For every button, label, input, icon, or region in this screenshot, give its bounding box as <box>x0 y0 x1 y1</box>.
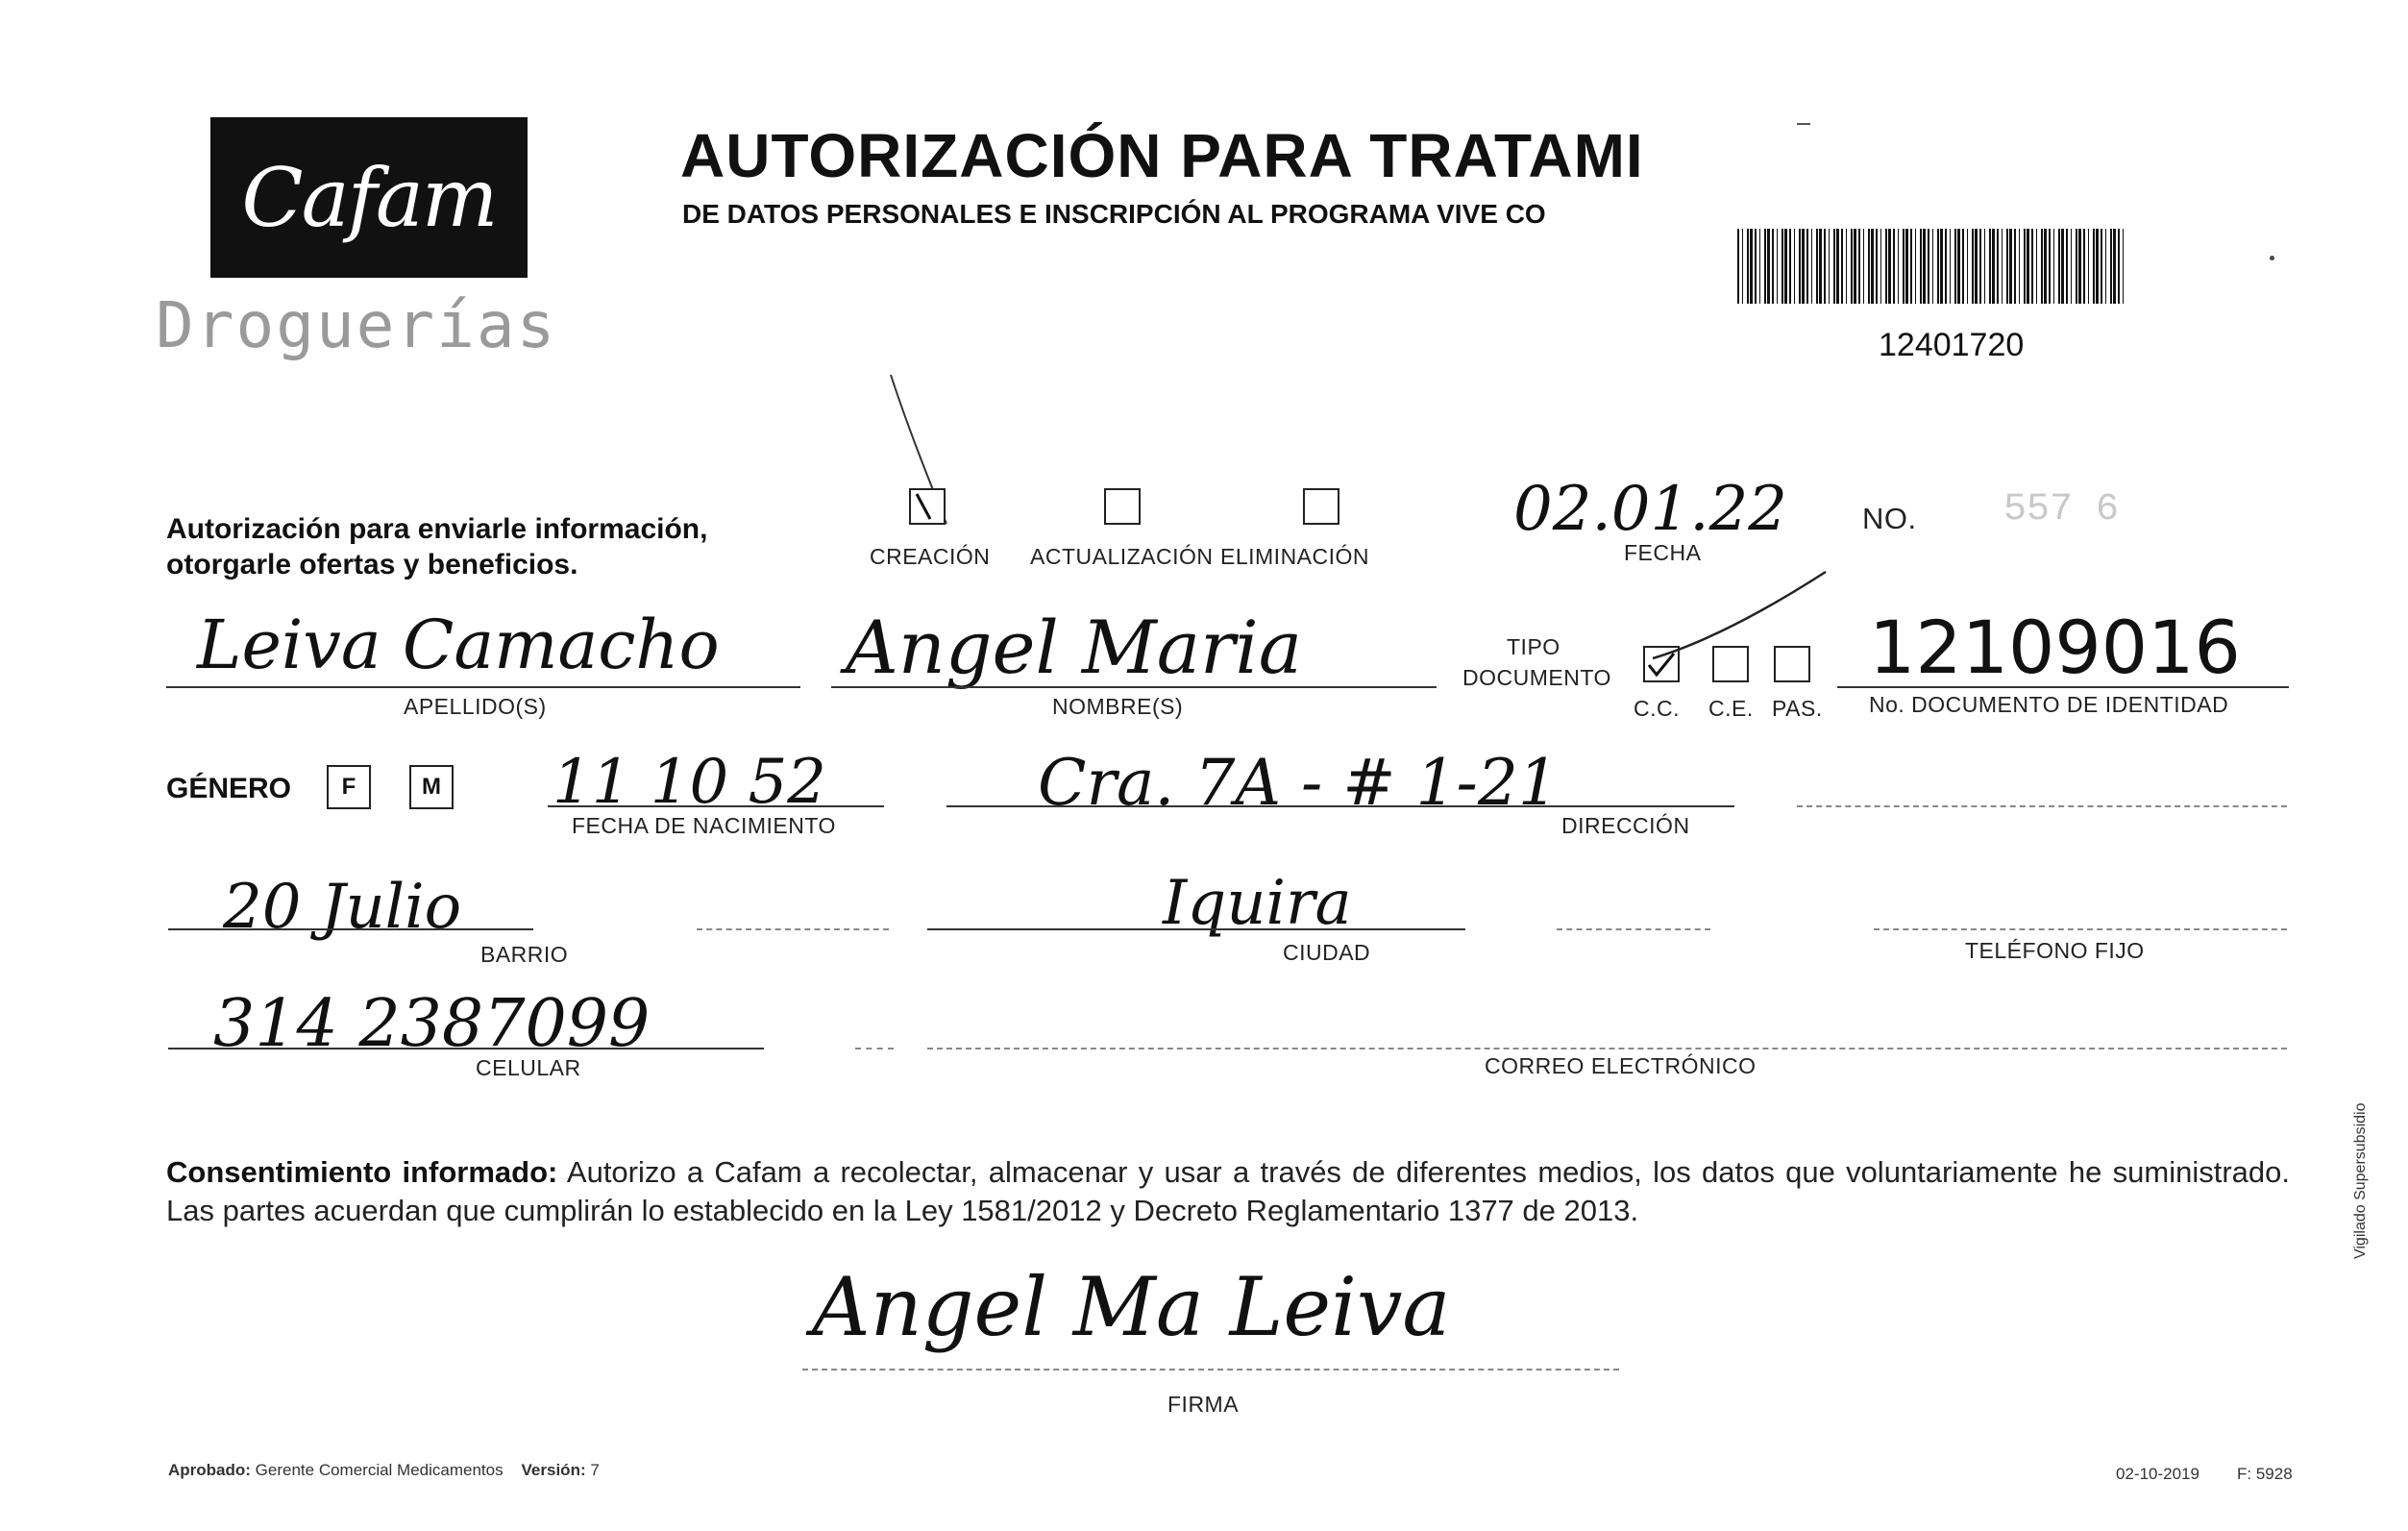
barcode-bar <box>2058 229 2060 304</box>
direccion-line-ext <box>1797 805 2287 807</box>
nombres-line <box>831 686 1437 688</box>
barcode-bar <box>1903 229 1904 304</box>
barcode-bar <box>1737 229 1739 304</box>
tipo-label: TIPO <box>1507 634 1560 659</box>
creacion-checkbox[interactable] <box>909 488 946 525</box>
nacimiento-label: FECHA DE NACIMIENTO <box>572 813 836 838</box>
barcode-bar <box>1747 229 1749 304</box>
barcode-bar <box>1984 229 1985 304</box>
aprobado-value: Gerente Comercial Medicamentos <box>255 1461 504 1479</box>
barcode-bar <box>1781 229 1783 304</box>
barcode-bar <box>1863 229 1864 304</box>
barcode-bar <box>2096 229 2099 304</box>
genero-label: GÉNERO <box>166 773 292 804</box>
barcode-bar <box>2027 229 2029 304</box>
eliminacion-label: ELIMINACIÓN <box>1220 544 1370 569</box>
barcode-number: 12401720 <box>1879 327 2025 363</box>
correo-label: CORREO ELECTRÓNICO <box>1485 1053 1757 1078</box>
apellidos-line <box>166 686 800 688</box>
barcode-bar <box>1806 229 1808 304</box>
barcode-bar <box>1989 229 1991 304</box>
barcode-bar <box>1777 229 1778 304</box>
barcode-bar <box>2093 229 2095 304</box>
barcode-bar <box>1824 229 1826 304</box>
footer-approval <box>168 1461 600 1480</box>
ciudad-value[interactable]: Iquira <box>1163 868 1352 939</box>
barcode-bar <box>1915 229 1916 304</box>
doc-number-label: No. DOCUMENTO DE IDENTIDAD <box>1869 692 2229 717</box>
barcode-bar <box>2076 229 2077 304</box>
documento-label: DOCUMENTO <box>1462 665 1611 690</box>
barcode-bar <box>1794 229 1795 304</box>
barcode-bar <box>2014 229 2016 304</box>
barcode-bar <box>1920 229 1922 304</box>
barcode-bar <box>1898 229 1899 304</box>
barcode-bar <box>1789 229 1791 304</box>
barcode-bar <box>2041 229 2043 304</box>
barcode-bar <box>1764 229 1766 304</box>
actualizacion-label: ACTUALIZACIÓN <box>1030 544 1214 569</box>
signature-line <box>802 1369 1619 1370</box>
barcode-bar <box>2036 229 2037 304</box>
barcode-bar <box>2113 229 2116 304</box>
consent-paragraph <box>166 1153 2290 1230</box>
barcode-bar <box>1937 229 1939 304</box>
barcode-bar <box>1854 229 1856 304</box>
barcode-bar <box>2071 229 2072 304</box>
barcode-bar <box>1945 229 1947 304</box>
form-subtitle: DE DATOS PERSONALES E INSCRIPCIÓN AL PROGRAMA VIVE CO <box>682 199 1546 229</box>
barcode-bar <box>1923 229 1926 304</box>
logo-subtitle: Droguerías <box>156 288 557 362</box>
barcode-bar <box>1750 229 1753 304</box>
barcode-bar <box>2009 229 2012 304</box>
barcode-bar <box>2031 229 2033 304</box>
barcode-bar <box>1802 229 1805 304</box>
auth-text-line1: Autorización para enviarle información, <box>166 513 708 545</box>
ciudad-label: CIUDAD <box>1283 940 1371 965</box>
nombres-value[interactable]: Angel Maria <box>846 605 1302 690</box>
nombres-label: NOMBRE(S) <box>1052 694 1184 719</box>
barcode-bar <box>1846 229 1847 304</box>
barcode-bar <box>1833 229 1835 304</box>
barcode-bar <box>1905 229 1908 304</box>
apellidos-label: APELLIDO(S) <box>404 694 547 719</box>
barcode-bar <box>1940 229 1943 304</box>
barcode-bar <box>1910 229 1912 304</box>
barcode-bar <box>2006 229 2008 304</box>
barcode-bar <box>2019 229 2020 304</box>
ciudad-line-ext <box>1557 928 1710 930</box>
direccion-value[interactable]: Cra. 7A - # 1-21 <box>1038 746 1559 820</box>
scan-dot <box>2270 256 2274 260</box>
barcode-bar <box>1841 229 1843 304</box>
ce-label: C.E. <box>1708 696 1754 721</box>
actualizacion-checkbox[interactable] <box>1104 488 1141 525</box>
correo-line <box>927 1048 2287 1049</box>
apellidos-value[interactable]: Leiva Camacho <box>197 605 720 684</box>
barcode-bar <box>2061 229 2064 304</box>
barcode-bar <box>1772 229 1774 304</box>
side-vertical-text: Vigilado Supersubsidio <box>2352 1102 2369 1259</box>
cc-check-stroke <box>1643 567 1835 673</box>
barrio-line <box>168 928 533 930</box>
barcode-bar <box>1928 229 1929 304</box>
barcode-bar <box>1816 229 1818 304</box>
telefono-line <box>1874 928 2287 930</box>
footer-date: 02-10-2019 <box>2116 1465 2199 1483</box>
barcode-bar <box>2024 229 2026 304</box>
barcode-bar <box>1784 229 1787 304</box>
barcode-bar <box>1868 229 1870 304</box>
barcode-bar <box>2105 229 2106 304</box>
barcode-bar <box>2002 229 2003 304</box>
barcode-bar <box>1767 229 1770 304</box>
barcode-bar <box>1888 229 1891 304</box>
barcode-bar <box>1880 229 1881 304</box>
barcode-bar <box>1967 229 1968 304</box>
doc-number-value[interactable]: 12109016 <box>1869 605 2241 690</box>
barcode-bar <box>1992 229 1995 304</box>
barcode-bar <box>1972 229 1974 304</box>
ciudad-line <box>927 928 1465 930</box>
direccion-label: DIRECCIÓN <box>1561 813 1690 838</box>
barcode-bar <box>2044 229 2047 304</box>
nacimiento-value[interactable]: 11 10 52 <box>553 747 826 818</box>
consent-body: Autorizo a Cafam a recolectar, almacenar y usar a través de diferentes medios, los datos que voluntariamente he suministrado. Las partes acuerdan que cumplirán lo establecido en la Ley 1581/2012 y Decreto Reglamentario 1377 de 2013. <box>166 1155 2290 1227</box>
no-value: 557 6 <box>2003 488 2120 531</box>
cc-label: C.C. <box>1634 696 1680 721</box>
auth-text-line2: otorgarle ofertas y beneficios. <box>166 549 578 580</box>
barcode-bar <box>1957 229 1960 304</box>
doc-number-line <box>1837 686 2289 688</box>
barcode-bar <box>1932 229 1933 304</box>
barcode-bar <box>2078 229 2081 304</box>
barcode-bar <box>2049 229 2051 304</box>
no-label: NO. <box>1862 502 1917 535</box>
logo-text: Cafam <box>241 150 497 245</box>
genero-m-checkbox[interactable]: M <box>409 765 454 809</box>
pas-label: PAS. <box>1772 696 1823 721</box>
signature-label: FIRMA <box>1167 1392 1240 1417</box>
barcode-bar <box>2083 229 2085 304</box>
barcode-bar <box>1811 229 1812 304</box>
barcode-bar <box>1836 229 1839 304</box>
barcode-bar <box>1885 229 1887 304</box>
barcode-bar <box>2110 229 2112 304</box>
nacimiento-line <box>548 805 884 807</box>
fecha-label: FECHA <box>1624 540 1702 565</box>
barcode-bar <box>1858 229 1860 304</box>
barcode-bar <box>1819 229 1822 304</box>
barcode-bar <box>2053 229 2054 304</box>
form-title: AUTORIZACIÓN PARA TRATAMI <box>680 121 1644 190</box>
barcode-bar <box>1975 229 1978 304</box>
barcode-bar <box>1954 229 1956 304</box>
barcode-bar <box>2101 229 2102 304</box>
signature-value[interactable]: Angel Ma Leiva <box>812 1260 1451 1354</box>
celular-line <box>168 1048 764 1049</box>
eliminacion-checkbox[interactable] <box>1303 488 1339 525</box>
direccion-line <box>946 805 1734 807</box>
barcode-image <box>1737 229 2129 304</box>
version-label: Versión: <box>521 1461 586 1479</box>
barcode-bar <box>2088 229 2089 304</box>
barcode-bar <box>1799 229 1801 304</box>
barcode-bar <box>1829 229 1830 304</box>
consent-heading: Consentimiento informado: <box>166 1155 558 1189</box>
barcode-bar <box>1755 229 1757 304</box>
barcode-bar <box>2066 229 2068 304</box>
barcode-bar <box>1962 229 1964 304</box>
barcode-bar <box>2123 229 2124 304</box>
barcode-bar <box>1893 229 1895 304</box>
barcode-bar <box>2118 229 2120 304</box>
barcode-bar <box>1871 229 1874 304</box>
barrio-label: BARRIO <box>480 942 569 967</box>
celular-line-ext <box>855 1048 894 1049</box>
fecha-value[interactable]: 02.01.22 <box>1513 474 1787 545</box>
creacion-label: CREACIÓN <box>870 544 991 569</box>
barrio-value[interactable]: 20 Julio <box>223 872 462 943</box>
celular-label: CELULAR <box>476 1055 581 1080</box>
aprobado-label: Aprobado: <box>168 1461 251 1479</box>
barcode-bar <box>1950 229 1951 304</box>
scan-mark <box>1797 123 1810 125</box>
genero-f-checkbox[interactable]: F <box>327 765 371 809</box>
barcode-bar <box>1997 229 1999 304</box>
celular-value[interactable]: 314 2387099 <box>213 986 651 1062</box>
version-value: 7 <box>590 1461 600 1479</box>
barcode-bar <box>1759 229 1760 304</box>
barcode-bar <box>1742 229 1743 304</box>
barcode-bar <box>1979 229 1981 304</box>
barrio-line-ext <box>697 928 889 930</box>
barcode-bar <box>1851 229 1853 304</box>
footer-form-code: F: 5928 <box>2237 1465 2293 1483</box>
barcode-bar <box>1876 229 1878 304</box>
cafam-logo <box>210 117 528 278</box>
telefono-label: TELÉFONO FIJO <box>1965 938 2145 963</box>
